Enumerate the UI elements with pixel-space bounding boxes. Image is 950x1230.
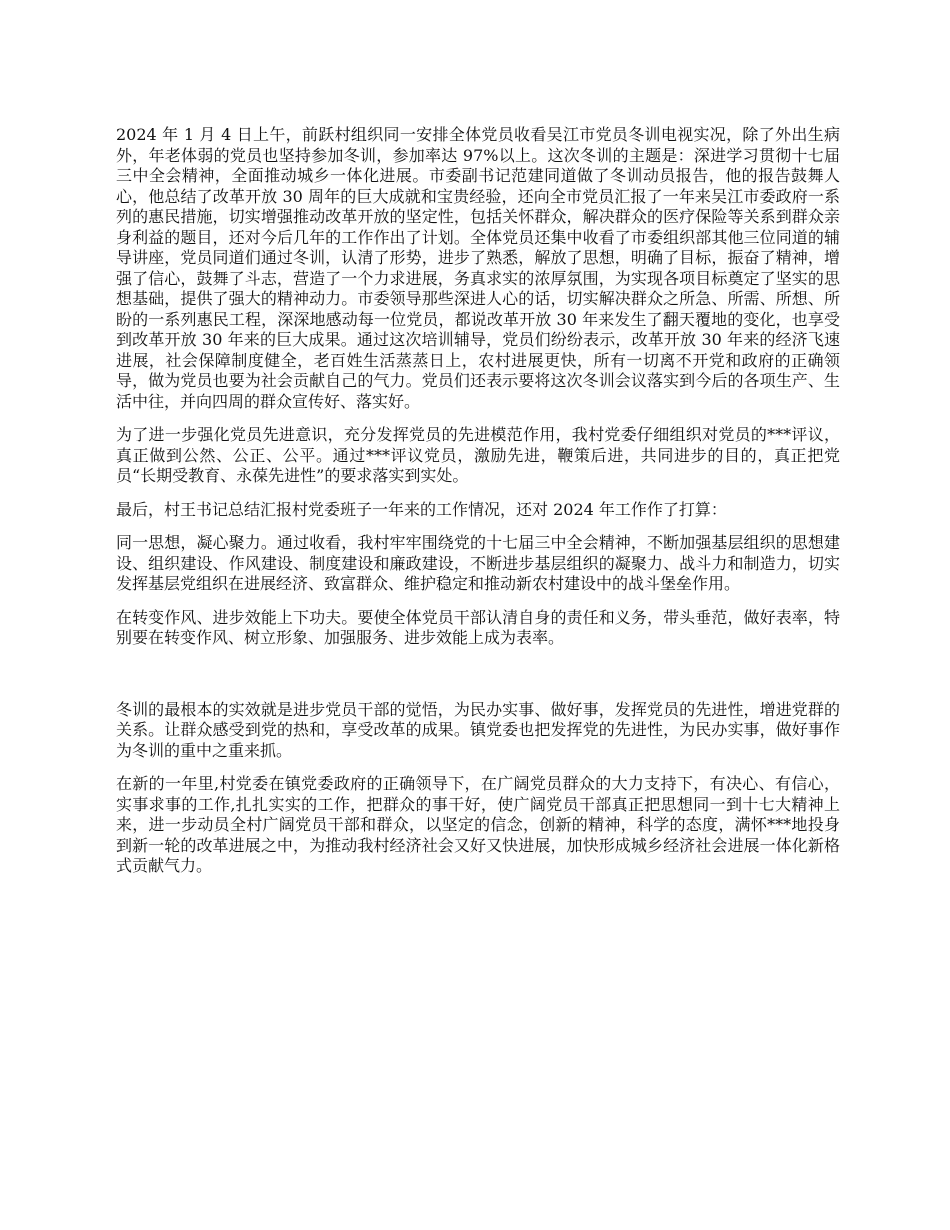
paragraph-unify-thinking: 同一思想，凝心聚力。通过收看，我村牢牢围绕党的十七届三中全会精神，不断加强基层组织的思想建设、组织建设、作风建设、制度建设和廉政建设，不断进步基层组织的凝聚力、战斗力和制造力，切实发挥基层党组织在进展经济、致富群众、维护稳定和推动新农村建设中的战斗堡垒作用。 [116,533,840,593]
paragraph-secretary-summary: 最后，村王书记总结汇报村党委班子一年来的工作情况，还对 2024 年工作作了打算： [116,499,727,519]
paragraph-winter-training-report: 2024 年 1 月 4 日上午，前跃村组织同一安排全体党员收看吴江市党员冬训电视实况，除了外出生病外，年老体弱的党员也坚持参加冬训，参加率达 97%以上。这次冬训的主题是：深进学习贯彻十七届三中全会精神，全面推动城乡一体化进展。市委副书记范建同道做了冬训动员报告，他的报告鼓舞人心，他总结了改革开放 30 周年的巨大成就和宝贵经验，还向全市党员汇报了一年来吴江市委政府一系列的惠民措施，切实增强推动改革开放的坚定性，包括关怀群众，解决群众的医疗保险等关系到群众亲身利益的题目，还对今后几年的工作作出了计划。全体党员还集中收看了市委组织部其他三位同道的辅导讲座，党员同道们通过冬训，认清了形势，进步了熟悉，解放了思想，明确了目标，振奋了精神，增强了信心，鼓舞了斗志，营造了一个力求进展，务真求实的浓厚氛围，为实现各项目标奠定了坚实的思想基础，提供了强大的精神动力。市委领导那些深进人心的话，切实解决群众之所急、所需、所想、所盼的一系列惠民工程，深深地感动每一位党员，都说改革开放 30 年来发生了翻天覆地的变化，也享受到改革开放 30 年来的巨大成果。通过这次培训辅导，党员们纷纷表示，改革开放 30 年来的经济飞速进展，社会保障制度健全，老百姓生活蒸蒸日上，农村进展更快，所有一切离不开党和政府的正确领导，做为党员也要为社会贡献自己的气力。党员们还表示要将这次冬训会议落实到今后的各项生产、生活中往，并向四周的群众宣传好、落实好。 [116,125,840,411]
paragraph-party-member-evaluation: 为了进一步强化党员先进意识，充分发挥党员的先进模范作用，我村党委仔细组织对党员的***评议，真正做到公然、公正、公平。通过***评议党员，激励先进，鞭策后进，共同进步的目的，真正把党员“长期受教育、永葆先进性”的要求落实到实处。 [116,425,840,485]
blank-gap [116,662,840,700]
document-body [116,125,840,890]
paragraph-training-effect: 冬训的最根本的实效就是进步党员干部的觉悟，为民办实事、做好事，发挥党员的先进性，增进党群的关系。让群众感受到党的热和，享受改革的成果。镇党委也把发挥党的先进性，为民办实事，做好事作为冬训的重中之重来抓。 [116,699,840,760]
paragraph-new-year-outlook: 在新的一年里,村党委在镇党委政府的正确领导下，在广阔党员群众的大力支持下，有决心、有信心，实事求事的工作,扎扎实实的工作，把群众的事干好，使广阔党员干部真正把思想同一到十七大精神上来，进一步动员全村广阔党员干部和群众，以坚定的信念，创新的精神，科学的态度，满怀***地投身到新一轮的改革进展之中，为推动我村经济社会又好又快进展，加快形成城乡经济社会进展一体化新格式贡献气力。 [116,774,840,875]
paragraph-work-style: 在转变作风、进步效能上下功夫。要使全体党员干部认清自身的责任和义务，带头垂范，做好表率，特别要在转变作风、树立形象、加强服务、进步效能上成为表率。 [116,607,840,647]
